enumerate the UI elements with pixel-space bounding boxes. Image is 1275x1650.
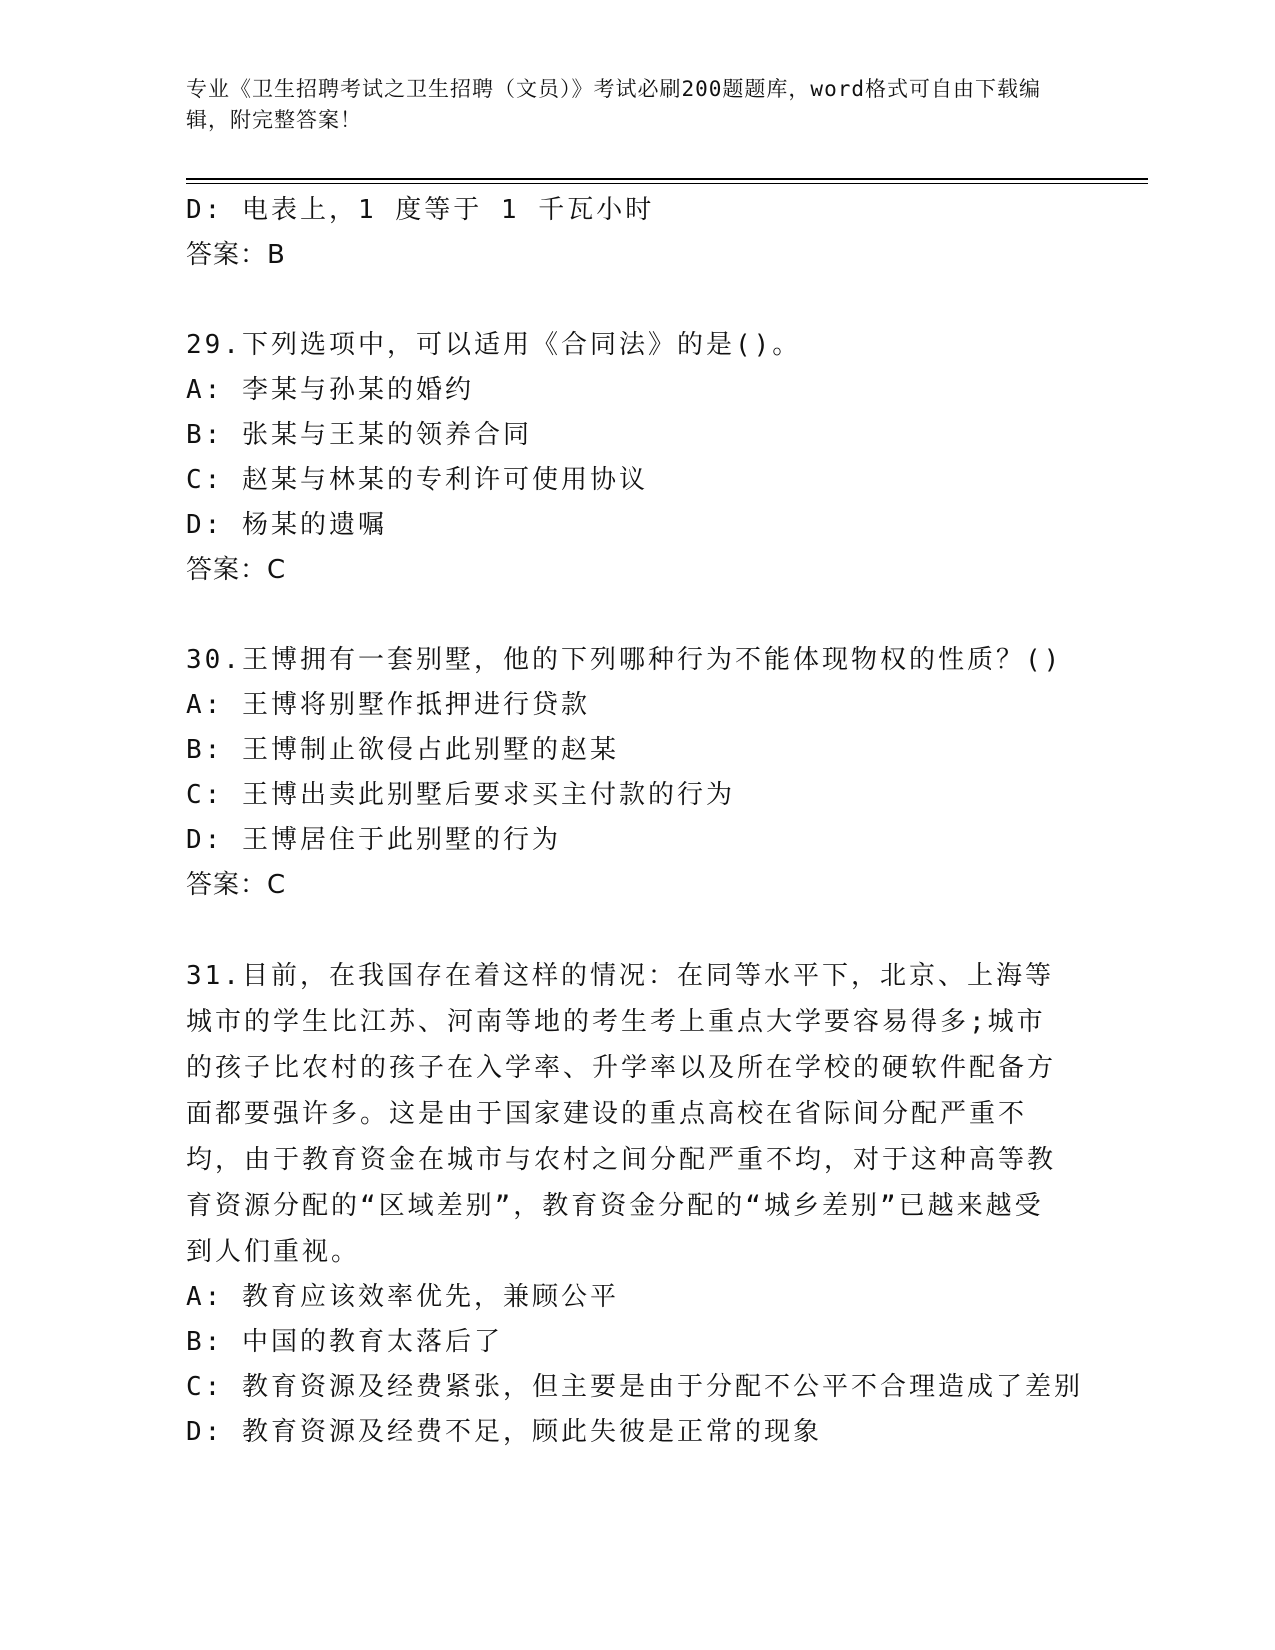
option-d: D: 王博居住于此别墅的行为 (186, 825, 561, 855)
option-c: C: 教育资源及经费紧张，但主要是由于分配不公平不合理造成了差别 (186, 1372, 1083, 1402)
answer: 答案：C (186, 555, 287, 585)
header-rule-thin (186, 183, 1148, 184)
header-rule-thick (186, 178, 1148, 180)
question-stem: 30.王博拥有一套别墅，他的下列哪种行为不能体现物权的性质？() (186, 645, 1063, 675)
question-30 (186, 638, 1066, 908)
answer: 答案：C (186, 870, 287, 900)
question-content (186, 188, 1083, 1455)
question-stem: 31.目前，在我国存在着这样的情况：在同等水平下，北京、上海等城市的学生比江苏、河南等地的考生考上重点大学要容易得多;城市的孩子比农村的孩子在入学率、升学率以及所在学校的硬软件配备方面都要强许多。这是由于国家建设的重点高校在省际间分配严重不均，由于教育资金在城市与农村之间分配严重不均，对于这种高等教育资源分配的“区域差别”，教育资金分配的“城乡差别”已越来越受到人们重视。 (186, 961, 1057, 1267)
option-d: D: 杨某的遗嘱 (186, 510, 387, 540)
page-header: 专业《卫生招聘考试之卫生招聘（文员）》考试必刷200题题库，word格式可自由下载编辑，附完整答案！ (186, 77, 1041, 132)
question-31 (186, 953, 1083, 1455)
option-a: A: 李某与孙某的婚约 (186, 375, 474, 405)
option-b: B: 王博制止欲侵占此别墅的赵某 (186, 735, 619, 765)
question-29 (186, 323, 1066, 593)
option-a: A: 教育应该效率优先，兼顾公平 (186, 1282, 619, 1312)
option-b: B: 中国的教育太落后了 (186, 1327, 503, 1357)
prev-option-d: D: 电表上，1 度等于 1 千瓦小时 (186, 195, 655, 225)
option-a: A: 王博将别墅作抵押进行贷款 (186, 690, 590, 720)
prev-answer: 答案：B (186, 240, 286, 270)
option-d: D: 教育资源及经费不足，顾此失彼是正常的现象 (186, 1417, 822, 1447)
question-stem: 29.下列选项中，可以适用《合同法》的是()。 (186, 330, 802, 360)
option-b: B: 张某与王某的领养合同 (186, 420, 532, 450)
option-c: C: 赵某与林某的专利许可使用协议 (186, 465, 648, 495)
option-c: C: 王博出卖此别墅后要求买主付款的行为 (186, 780, 735, 810)
